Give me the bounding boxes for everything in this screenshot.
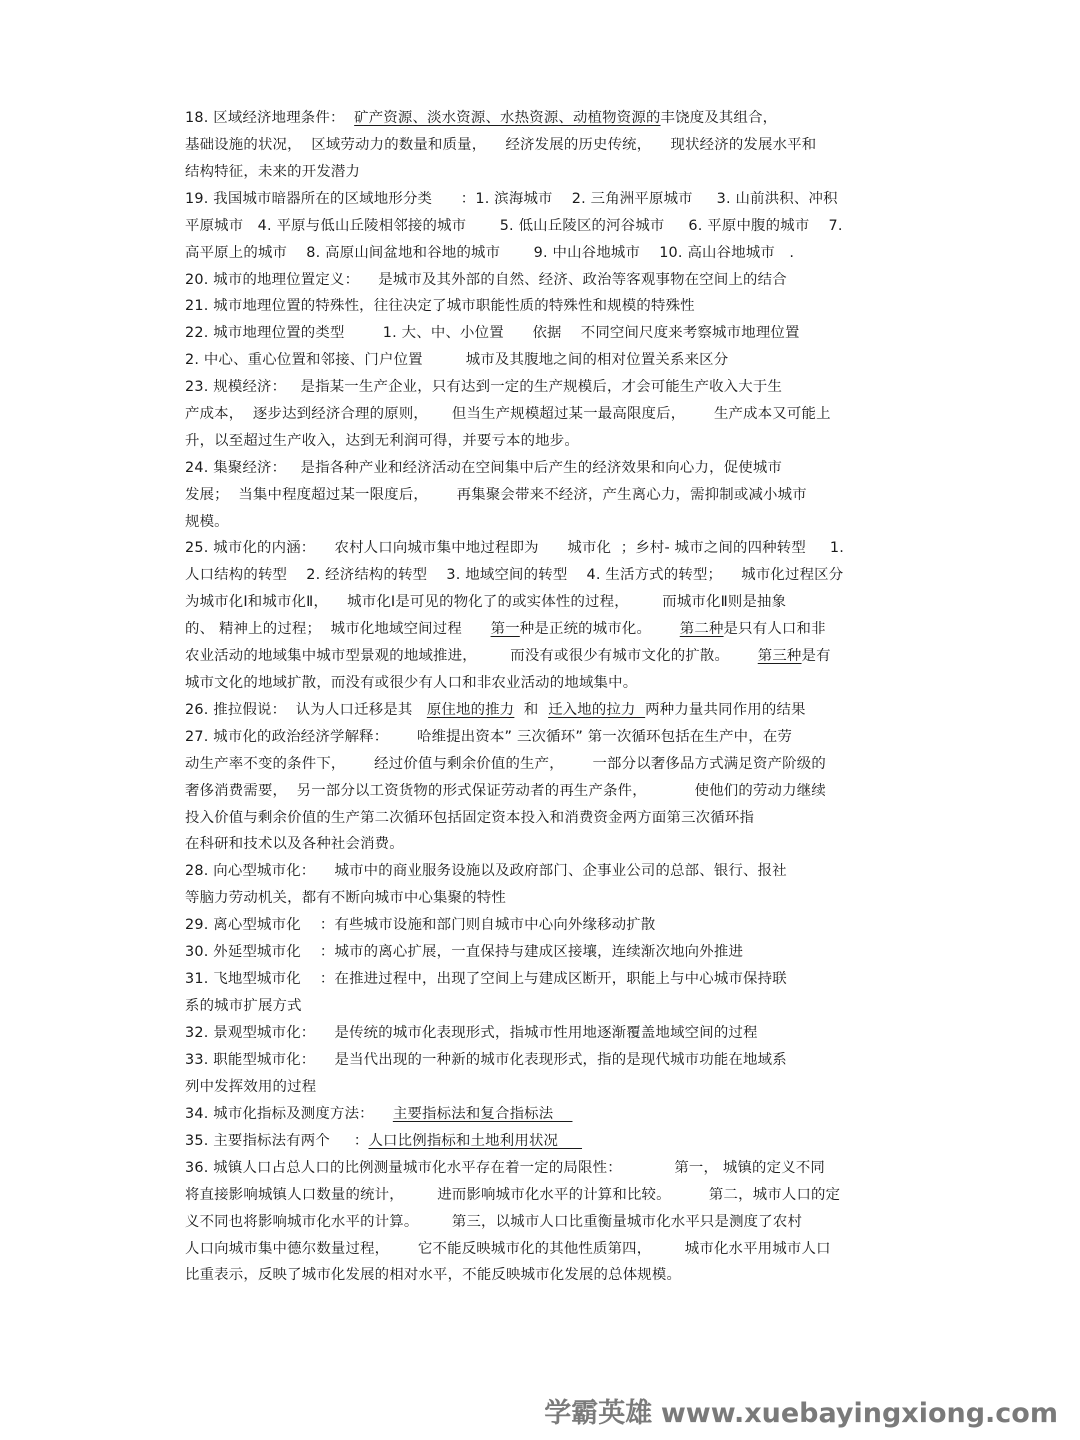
text-line	[185, 996, 905, 1016]
text-line	[185, 1158, 905, 1178]
text-line	[185, 700, 905, 720]
text-line	[185, 754, 905, 774]
line-text: 25. 城市化的内涵： 农村人口向城市集中地过程即为 城市化 ；乡村- 城市之间的四种转型 1.	[185, 540, 844, 556]
line-text: 26. 推拉假说： 认为人口迁移是其	[185, 702, 427, 718]
text-line	[185, 512, 905, 532]
line-text: 城市文化的地域扩散，而没有或很少有人口和非农业活动的地域集中。	[185, 675, 638, 691]
underlined-text: 原住地的推力	[426, 702, 515, 718]
line-text: 投入价值与剩余价值的生产第二次循环包括固定资本投入和消费资金两方面第三次循环指	[185, 810, 755, 826]
line-text: 将直接影响城镇人口数量的统计， 进而影响城市化水平的计算和比较。 第二，城市人口的定	[185, 1187, 841, 1203]
text-line	[185, 619, 905, 639]
underlined-text: 第一	[490, 621, 520, 637]
line-text: 2. 中心、重心位置和邻接、门户位置 城市及其腹地之间的相对位置关系来区分	[185, 352, 729, 368]
line-text: 和	[514, 702, 549, 718]
text-line	[185, 270, 905, 290]
line-text: 规模。	[185, 514, 229, 530]
watermark	[544, 1391, 1058, 1430]
line-text: 为城市化Ⅰ和城市化Ⅱ， 城市化Ⅰ是可见的物化了的或实体性的过程， 而城市化Ⅱ则是抽象	[185, 594, 787, 610]
line-text: 19. 我国城市暗器所在的区域地形分类 ：1. 滨海城市 2. 三角洲平原城市 3. 山前洪积、冲积	[185, 191, 838, 207]
line-text: 是只有人口和非	[723, 621, 826, 637]
text-line	[185, 808, 905, 828]
text-line	[185, 538, 905, 558]
watermark-brand: 学霸英雄	[544, 1398, 653, 1429]
text-line	[185, 942, 905, 962]
line-text: 比重表示，反映了城市化发展的相对水平，不能反映城市化发展的总体规模。	[185, 1267, 682, 1283]
line-text: 22. 城市地理位置的类型 1. 大、中、小位置 依据 不同空间尺度来考察城市地理位置	[185, 325, 800, 341]
line-text: 29. 离心型城市化 ：有些城市设施和部门则自城市中心向外缘移动扩散	[185, 917, 656, 933]
line-text: 32. 景观型城市化： 是传统的城市化表现形式，指城市性用地逐渐覆盖地域空间的过程	[185, 1025, 758, 1041]
underlined-text: 迁入地的拉力	[548, 702, 646, 718]
underlined-text: 第二种	[679, 621, 724, 637]
text-line	[185, 1104, 905, 1124]
underlined-text: 第三种	[757, 648, 802, 664]
text-line	[185, 323, 905, 343]
line-text: 两种力量共同作用的结果	[645, 702, 806, 718]
text-line	[185, 1212, 905, 1232]
line-text: 20. 城市的地理位置定义： 是城市及其外部的自然、经济、政治等客观事物在空间上的结合	[185, 272, 787, 288]
text-line	[185, 969, 905, 989]
text-line	[185, 243, 905, 263]
line-text: 的、 精神上的过程； 城市化地域空间过程	[185, 621, 491, 637]
line-text: 基础设施的状况， 区域劳动力的数量和质量， 经济发展的历史传统， 现状经济的发展水平和	[185, 137, 817, 153]
line-text: 平原城市 4. 平原与低山丘陵相邻接的城市 5. 低山丘陵区的河谷城市 6. 平原中腹的城市 7.	[185, 218, 843, 234]
line-text: 农业活动的地域集中城市型景观的地域推进， 而没有或很少有城市文化的扩散。	[185, 648, 758, 664]
line-text: 等脑力劳动机关，都有不断向城市中心集聚的特性	[185, 890, 506, 906]
text-line	[185, 861, 905, 881]
line-text: 34. 城市化指标及测度方法：	[185, 1106, 393, 1122]
line-text: 30. 外延型城市化 ：城市的离心扩展，一直保持与建成区接壤，连续渐次地向外推进	[185, 944, 744, 960]
line-text: 结构特征，未来的开发潜力	[185, 164, 361, 180]
text-line	[185, 915, 905, 935]
text-line	[185, 888, 905, 908]
line-text: 产成本， 逐步达到经济合理的原则， 但当生产规模超过某一最高限度后， 生产成本又可能上	[185, 406, 831, 422]
line-text: 是有	[801, 648, 831, 664]
line-text: 33. 职能型城市化： 是当代出现的一种新的城市化表现形式，指的是现代城市功能在地域系	[185, 1052, 787, 1068]
line-text: 在科研和技术以及各种社会消费。	[185, 836, 404, 852]
text-line	[185, 1265, 905, 1285]
text-line	[185, 565, 905, 585]
line-text: 列中发挥效用的过程	[185, 1079, 317, 1095]
text-line	[185, 592, 905, 612]
text-line	[185, 834, 905, 854]
text-line	[185, 296, 905, 316]
underlined-text: 人口比例指标和土地利用状况	[368, 1133, 583, 1149]
line-text: 36. 城镇人口占总人口的比例测量城市化水平存在着一定的局限性： 第一， 城镇的定义不同	[185, 1160, 825, 1176]
text-line	[185, 1077, 905, 1097]
line-text: 28. 向心型城市化： 城市中的商业服务设施以及政府部门、企事业公司的总部、银行、报社	[185, 863, 787, 879]
text-line	[185, 404, 905, 424]
underlined-text: 主要指标法和复合指标法	[392, 1106, 573, 1122]
text-line	[185, 1131, 905, 1151]
line-text: 35. 主要指标法有两个 ：	[185, 1133, 369, 1149]
line-text: 人口结构的转型 2. 经济结构的转型 3. 地域空间的转型 4. 生活方式的转型； 城市化过程区分	[185, 567, 844, 583]
text-line	[185, 1239, 905, 1259]
line-text: 升，以至超过生产收入，达到无利润可得，并要亏本的地步。	[185, 433, 579, 449]
line-text: 31. 飞地型城市化 ：在推进过程中，出现了空间上与建成区断开，职能上与中心城市保持联	[185, 971, 787, 987]
line-text: 义不同也将影响城市化水平的计算。 第三，以城市人口比重衡量城市化水平只是测度了农村	[185, 1214, 803, 1230]
line-text: 发展； 当集中程度超过某一限度后， 再集聚会带来不经济，产生离心力，需抑制或减小城市	[185, 487, 807, 503]
text-line	[185, 431, 905, 451]
text-line	[185, 1050, 905, 1070]
text-line	[185, 135, 905, 155]
text-line	[185, 1185, 905, 1205]
line-text: 人口向城市集中德尔数量过程， 它不能反映城市化的其他性质第四， 城市化水平用城市人口	[185, 1241, 831, 1257]
line-text: 24. 集聚经济： 是指各种产业和经济活动在空间集中后产生的经济效果和向心力，促使城市	[185, 460, 783, 476]
text-line	[185, 189, 905, 209]
text-line	[185, 377, 905, 397]
line-text: 27. 城市化的政治经济学解释： 哈维提出资本” 三次循环” 第一次循环包括在生产中，在劳	[185, 729, 793, 745]
text-line	[185, 673, 905, 693]
text-line	[185, 646, 905, 666]
line-text: 种是正统的城市化。	[519, 621, 680, 637]
text-line	[185, 162, 905, 182]
text-line	[185, 350, 905, 370]
text-line	[185, 727, 905, 747]
text-line	[185, 216, 905, 236]
line-text: 奢侈消费需要， 另一部分以工资货物的形式保证劳动者的再生产条件， 使他们的劳动力继续	[185, 783, 826, 799]
line-text: 23. 规模经济： 是指某一生产企业，只有达到一定的生产规模后，才会可能生产收入大于生	[185, 379, 783, 395]
line-text: 系的城市扩展方式	[185, 998, 302, 1014]
line-text: 21. 城市地理位置的特殊性，往往决定了城市职能性质的特殊性和规模的特殊性	[185, 298, 695, 314]
text-line	[185, 108, 905, 128]
watermark-url: www.xuebayingxiong.com	[660, 1398, 1058, 1429]
line-text: 动生产率不变的条件下， 经过价值与剩余价值的生产， 一部分以奢侈品方式满足资产阶级的	[185, 756, 826, 772]
text-line	[185, 781, 905, 801]
line-text: 高平原上的城市 8. 高原山间盆地和谷地的城市 9. 中山谷地城市 10. 高山谷地城市 .	[185, 245, 795, 261]
text-line	[185, 458, 905, 478]
text-line	[185, 485, 905, 505]
line-text: 18. 区域经济地理条件：	[185, 110, 355, 126]
line-text: 丰饶度及其组合，	[660, 110, 778, 126]
text-line	[185, 1023, 905, 1043]
underlined-text: 矿产资源、淡水资源、水热资源、动植物资源的	[354, 110, 661, 126]
